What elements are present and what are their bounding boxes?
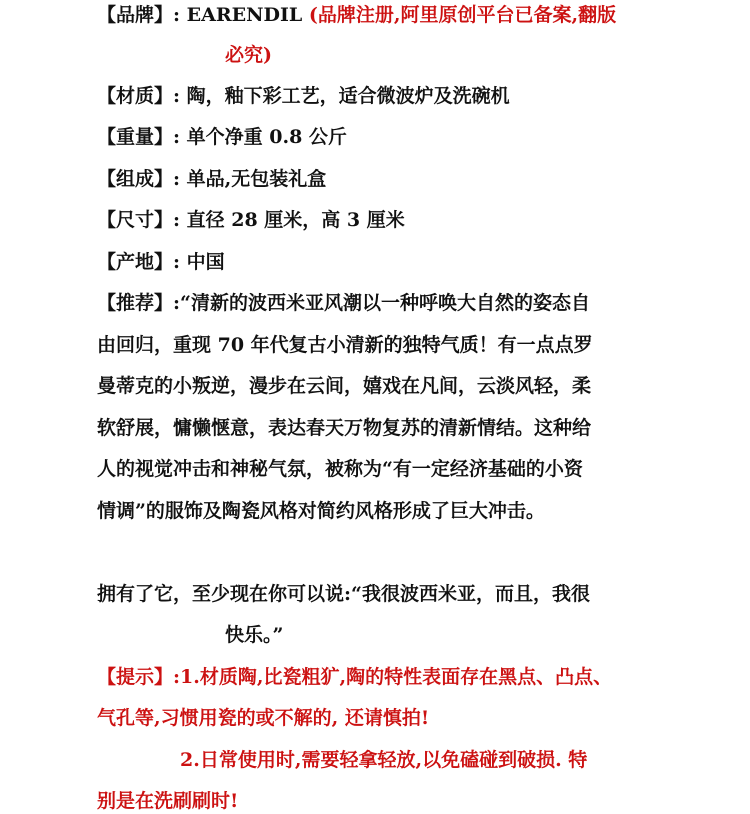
brand-value: EARENDIL	[180, 4, 309, 26]
brand-row	[97, 3, 616, 27]
recommend-line-5: 人的视觉冲击和神秘气氛，被称为“有一定经济基础的小资	[97, 458, 583, 480]
recommend-line-6: 情调”的服饰及陶瓷风格对简约风格形成了巨大冲击。	[97, 500, 545, 522]
tips-line-1	[97, 665, 612, 689]
material-label: 【材质】:	[97, 85, 181, 107]
recommend-line-3: 曼蒂克的小叛逆，漫步在云间，嬉戏在凡间，云淡风轻，柔	[97, 375, 592, 397]
set-value: 单品,无包装礼盒	[180, 168, 327, 190]
brand-note-continued: 必究)	[225, 44, 272, 66]
recommend-text-1: “清新的波西米亚风潮以一种呼唤大自然的姿态自	[180, 292, 590, 314]
tips-item-1: 1.材质陶,比瓷粗犷,陶的特性表面存在黑点、凸点、	[180, 666, 613, 688]
set-row	[97, 167, 326, 191]
material-value: 陶，釉下彩工艺，适合微波炉及洗碗机	[180, 85, 510, 107]
brand-note: (品牌注册,阿里原创平台已备案,翻版	[308, 4, 617, 26]
origin-row	[97, 250, 225, 274]
weight-value: 单个净重 0.8 公斤	[180, 126, 347, 148]
origin-value: 中国	[180, 251, 225, 273]
material-row	[97, 84, 510, 108]
recommend-line-4: 软舒展，慵懒惬意，表达春天万物复苏的清新情结。这种给	[97, 417, 592, 439]
weight-label: 【重量】:	[97, 126, 181, 148]
brand-label: 【品牌】:	[97, 4, 181, 26]
tips-label: 【提示】:	[97, 666, 181, 688]
recommend-line-1	[97, 291, 590, 315]
size-label: 【尺寸】:	[97, 209, 181, 231]
quote-line-2: 快乐。”	[225, 624, 284, 646]
size-row	[97, 208, 405, 232]
tips-line-4: 别是在洗刷刷时!	[97, 790, 239, 812]
quote-line-1: 拥有了它，至少现在你可以说:“我很波西米亚，而且，我很	[97, 583, 590, 605]
tips-item-2: 2.日常使用时,需要轻拿轻放,以免磕碰到破损. 特	[180, 749, 588, 771]
origin-label: 【产地】:	[97, 251, 181, 273]
recommend-label: 【推荐】:	[97, 292, 181, 314]
size-value: 直径 28 厘米，高 3 厘米	[180, 209, 405, 231]
set-label: 【组成】:	[97, 168, 181, 190]
weight-row	[97, 125, 347, 149]
tips-line-2: 气孔等,习惯用瓷的或不解的, 还请慎拍!	[97, 707, 430, 729]
recommend-line-2: 由回归，重现 70 年代复古小清新的独特气质！有一点点罗	[97, 334, 593, 356]
